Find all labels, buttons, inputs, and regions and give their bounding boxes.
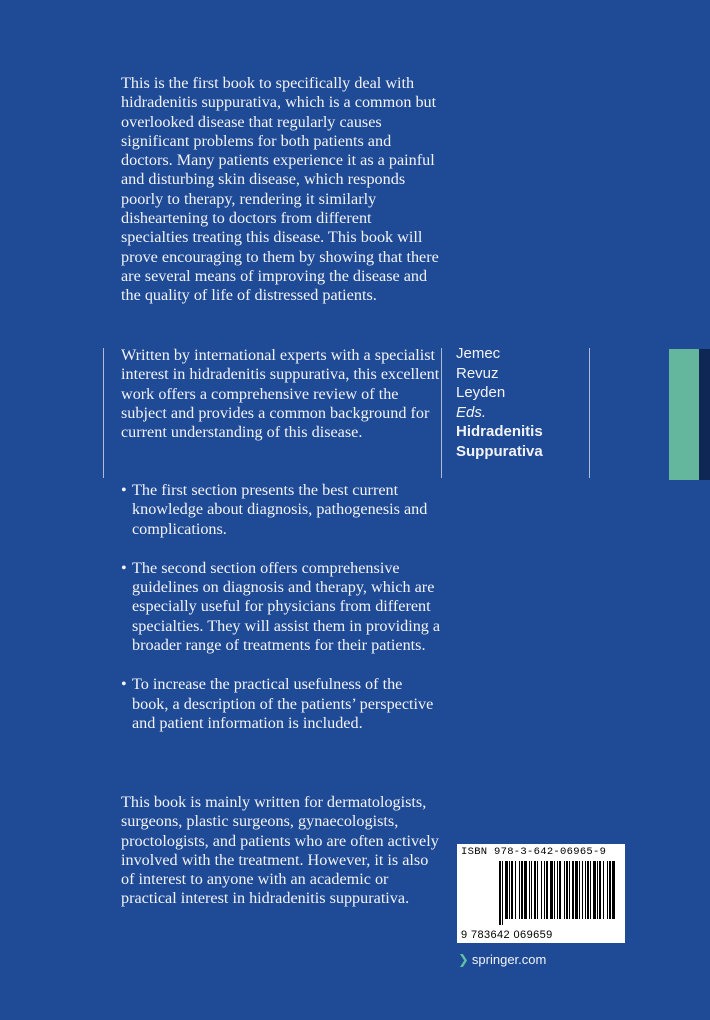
barcode-bar <box>607 861 608 919</box>
barcode-bar <box>515 861 516 919</box>
barcode-bar <box>502 861 503 925</box>
blurb-audience-paragraph: This book is mainly written for dermatologists, surgeons, plastic surgeons, gynaecologists, proctologists, and patients who are often actively involved with the treatment. However, it is also of interest to anyone with an academic or practical interest in hidradenitis suppurativa. <box>121 793 439 908</box>
publisher-url: springer.com <box>471 952 547 967</box>
barcode-bar <box>541 861 542 919</box>
bullet-icon: • <box>121 558 127 577</box>
chevron-right-icon: ❯ <box>458 952 469 967</box>
spine-block <box>456 344 543 462</box>
bullet-text: The second section offers comprehensive guidelines on diagnosis and therapy, which are especially useful for physicians from different specialties. They will assist them in providing a broader range of treatments for their patients. <box>132 558 441 655</box>
barcode-bar <box>603 861 604 919</box>
isbn-label: ISBN 978-3-642-06965-9 <box>461 846 607 858</box>
list-item <box>121 559 441 655</box>
editor-name: Revuz <box>456 364 499 382</box>
barcode-bar <box>564 861 565 919</box>
barcode-bar <box>511 861 513 919</box>
barcode-bar <box>593 861 596 919</box>
barcode-bars <box>499 861 617 925</box>
barcode-bar <box>546 861 548 919</box>
book-title-line2: Suppurativa <box>456 442 543 460</box>
barcode-bar <box>524 861 527 919</box>
barcode-bar <box>519 861 520 919</box>
color-tab-green <box>669 349 699 480</box>
book-title-line1: Hidradenitis <box>456 423 543 441</box>
middle-divider-line <box>441 348 442 478</box>
color-tab-dark <box>699 349 710 480</box>
barcode-bar <box>550 861 553 919</box>
bullet-icon: • <box>121 481 127 499</box>
publisher-link[interactable] <box>458 952 546 968</box>
barcode-bar <box>509 861 510 919</box>
barcode-bar <box>590 861 591 919</box>
list-item <box>121 675 441 733</box>
barcode-bar <box>609 861 611 919</box>
eds-label: Eds. <box>456 403 487 421</box>
barcode-bar <box>597 861 598 919</box>
barcode-bar <box>554 861 555 919</box>
barcode-bar <box>572 861 574 919</box>
barcode-bar <box>612 861 615 919</box>
barcode-bar <box>569 861 570 919</box>
barcode-bar <box>529 861 530 919</box>
right-divider-line <box>589 348 590 478</box>
bullet-text: The first section presents the best current knowledge about diagnosis, pathogenesis and complications. <box>132 481 428 538</box>
left-divider-line <box>103 348 104 478</box>
barcode-bar <box>499 861 501 925</box>
list-item <box>121 481 441 539</box>
barcode-bar <box>585 861 586 919</box>
editor-name: Leyden <box>456 384 506 402</box>
isbn-barcode <box>457 844 625 943</box>
barcode-bar <box>587 861 589 919</box>
blurb-intro-paragraph: This is the first book to specifically deal with hidradenitis suppurativa, which is a common but overlooked disease that regularly causes significant problems for both patients and doctors. Many patients experience it as a painful and disturbing skin disease, which responds poorly to therapy, rendering it similarly disheartening to doctors from different specialties treating this disease. This book will prove encouraging to them by showing that there are several means of improving the disease and the quality of life of distressed patients. <box>121 74 439 305</box>
barcode-digits: 9 783642 069659 <box>461 929 553 941</box>
barcode-bar <box>566 861 568 919</box>
feature-bullet-list <box>121 481 441 753</box>
barcode-bar <box>521 861 523 919</box>
barcode-bar <box>544 861 545 919</box>
barcode-bar <box>579 861 580 919</box>
barcode-bar <box>557 861 558 919</box>
barcode-bar <box>531 861 532 919</box>
barcode-bar <box>599 861 601 919</box>
barcode-bar <box>559 861 561 919</box>
barcode-bar <box>534 861 536 919</box>
bullet-icon: • <box>121 675 127 694</box>
blurb-experts-paragraph: Written by international experts with a specialist interest in hidradenitis suppurativa, this excellent work offers a comprehensive review of the subject and provides a common background for current understanding of this disease. <box>121 346 440 442</box>
barcode-bar <box>537 861 538 919</box>
barcode-bar <box>575 861 578 919</box>
barcode-bar <box>582 861 583 919</box>
barcode-bar <box>505 861 508 919</box>
editor-name: Jemec <box>456 345 501 362</box>
bullet-text: To increase the practical usefulness of the book, a description of the patients’ perspective and patient information is included. <box>132 675 434 732</box>
